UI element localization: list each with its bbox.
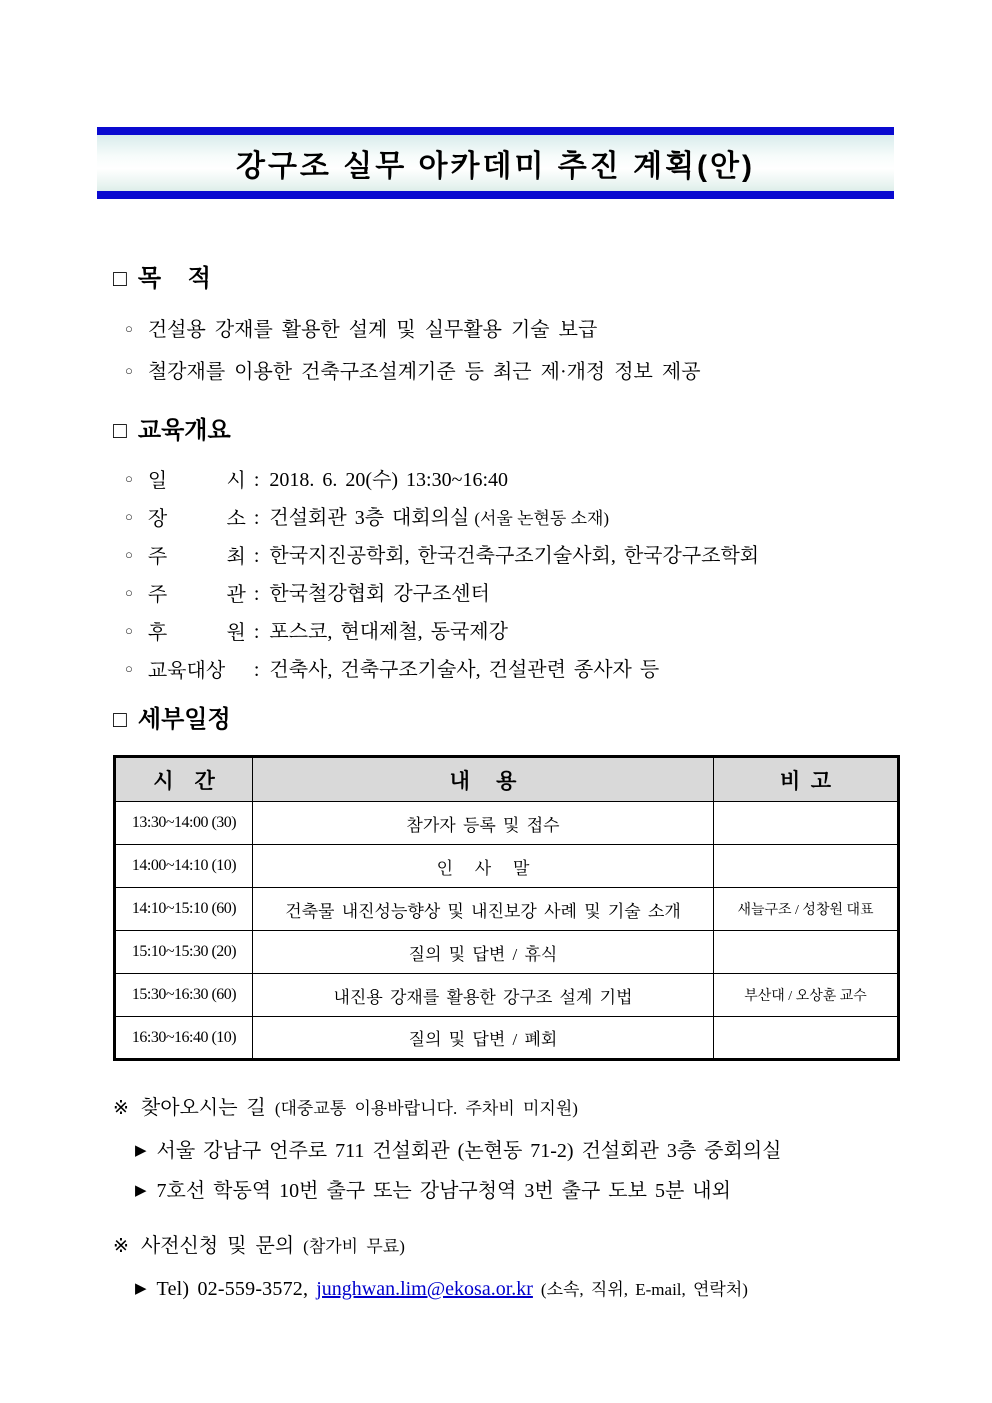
square-bullet-icon: □ xyxy=(113,416,127,443)
cell-time: 15:10~15:30 (20) xyxy=(115,931,253,974)
title-banner xyxy=(97,127,894,199)
purpose-item-text: 철강재를 이용한 건축구조설계기준 등 최근 제·개정 정보 제공 xyxy=(147,361,701,383)
circle-bullet-icon: ○ xyxy=(125,363,133,378)
table-row xyxy=(115,974,899,1017)
directions-item-text: 7호선 학동역 10번 출구 또는 강남구청역 3번 출구 도보 5분 내외 xyxy=(156,1180,731,1202)
purpose-item xyxy=(125,352,701,394)
circle-bullet-icon: ○ xyxy=(125,321,133,336)
column-header-content: 내 용 xyxy=(253,757,714,802)
section-overview xyxy=(113,414,759,690)
telephone-number: Tel) 02-559-3572, xyxy=(156,1278,309,1300)
column-header-note: 비 고 xyxy=(714,757,899,802)
square-bullet-icon: □ xyxy=(113,264,127,291)
purpose-item-text: 건설용 강재를 활용한 설계 및 실무활용 기술 보급 xyxy=(147,319,598,341)
purpose-heading-label: 목 적 xyxy=(137,265,211,292)
circle-bullet-icon: ○ xyxy=(125,471,133,486)
overview-item-value: 2018. 6. 20(수) 13:30~16:40 xyxy=(269,469,508,491)
square-bullet-icon: □ xyxy=(113,705,127,732)
cell-content: 참가자 등록 및 접수 xyxy=(253,802,714,845)
cell-time: 15:30~16:30 (60) xyxy=(115,974,253,1017)
label-separator: : xyxy=(253,469,260,491)
overview-item-label: 장 소 xyxy=(147,508,246,530)
cell-content: 질의 및 답변 / 폐회 xyxy=(253,1017,714,1060)
overview-item-label: 일 시 xyxy=(147,470,246,492)
cell-time: 14:00~14:10 (10) xyxy=(115,845,253,888)
overview-item xyxy=(125,614,759,652)
cell-note xyxy=(714,931,899,974)
overview-heading xyxy=(113,414,759,448)
page-title: 강구조 실무 아카데미 추진 계획(안) xyxy=(235,150,756,183)
registration-heading-label: 사전신청 및 문의 xyxy=(140,1235,295,1257)
overview-item-value: 건축사, 건축구조기술사, 건설관련 종사자 등 xyxy=(269,659,660,681)
directions-item-text: 서울 강남구 언주로 711 건설회관 (논현동 71-2) 건설회관 3층 중회의실 xyxy=(156,1140,782,1162)
circle-bullet-icon: ○ xyxy=(125,661,133,676)
cell-content: 질의 및 답변 / 휴식 xyxy=(253,931,714,974)
directions-item xyxy=(135,1172,781,1212)
schedule-table xyxy=(113,755,900,1061)
overview-item-label: 주 관 xyxy=(147,584,246,606)
purpose-heading xyxy=(113,262,701,296)
registration-list xyxy=(135,1270,748,1310)
directions-heading xyxy=(113,1090,781,1127)
directions-list xyxy=(135,1132,781,1212)
cell-note: 부산대 / 오상훈 교수 xyxy=(714,974,899,1017)
schedule-heading-label: 세부일정 xyxy=(137,706,231,733)
overview-item-label: 주 최 xyxy=(147,546,246,568)
directions-heading-label: 찾아오시는 길 xyxy=(140,1097,266,1119)
reference-mark-icon: ※ xyxy=(113,1236,129,1257)
circle-bullet-icon: ○ xyxy=(125,623,133,638)
table-row xyxy=(115,802,899,845)
overview-item xyxy=(125,462,759,500)
label-separator: : xyxy=(253,583,260,605)
overview-item-label: 후 원 xyxy=(147,622,246,644)
registration-heading xyxy=(113,1228,748,1265)
table-row xyxy=(115,1017,899,1060)
cell-content: 인 사 말 xyxy=(253,845,714,888)
overview-item xyxy=(125,652,759,690)
overview-item-label: 교육대상 xyxy=(147,660,226,682)
cell-content: 건축물 내진성능향상 및 내진보강 사례 및 기술 소개 xyxy=(253,888,714,931)
table-row xyxy=(115,931,899,974)
cell-time: 16:30~16:40 (10) xyxy=(115,1017,253,1060)
registration-heading-note: (참가비 무료) xyxy=(303,1237,405,1256)
cell-content: 내진용 강재를 활용한 강구조 설계 기법 xyxy=(253,974,714,1017)
overview-item-value: 한국철강협회 강구조센터 xyxy=(269,583,490,605)
overview-list xyxy=(125,462,759,690)
schedule-heading xyxy=(113,703,900,737)
overview-item-note: (서울 논현동 소재) xyxy=(474,509,610,528)
label-separator: : xyxy=(253,507,260,529)
overview-item-value: 한국지진공학회, 한국건축구조기술사회, 한국강구조학회 xyxy=(269,545,760,567)
arrow-bullet-icon: ▶ xyxy=(135,1143,147,1159)
overview-item xyxy=(125,538,759,576)
section-registration xyxy=(113,1228,748,1310)
circle-bullet-icon: ○ xyxy=(125,547,133,562)
section-purpose xyxy=(113,262,701,394)
cell-note: 새늘구조 / 성창원 대표 xyxy=(714,888,899,931)
circle-bullet-icon: ○ xyxy=(125,585,133,600)
purpose-item xyxy=(125,310,701,352)
table-header-row xyxy=(115,757,899,802)
circle-bullet-icon: ○ xyxy=(125,509,133,524)
directions-item xyxy=(135,1132,781,1172)
column-header-time: 시 간 xyxy=(115,757,253,802)
purpose-list xyxy=(125,310,701,394)
overview-item-value: 건설회관 3층 대회의실 xyxy=(269,507,470,529)
table-row xyxy=(115,888,899,931)
cell-note xyxy=(714,845,899,888)
label-separator: : xyxy=(253,659,260,681)
table-row xyxy=(115,845,899,888)
section-directions xyxy=(113,1090,781,1212)
cell-time: 14:10~15:10 (60) xyxy=(115,888,253,931)
arrow-bullet-icon: ▶ xyxy=(135,1183,147,1199)
label-separator: : xyxy=(253,545,260,567)
directions-heading-note: (대중교통 이용바랍니다. 주차비 미지원) xyxy=(274,1099,578,1118)
registration-required-info: (소속, 직위, E-mail, 연락처) xyxy=(540,1280,748,1299)
label-separator: : xyxy=(253,621,260,643)
arrow-bullet-icon: ▶ xyxy=(135,1281,147,1297)
overview-item-value: 포스코, 현대제철, 동국제강 xyxy=(269,621,508,643)
cell-time: 13:30~14:00 (30) xyxy=(115,802,253,845)
registration-contact-line xyxy=(135,1270,748,1310)
cell-note xyxy=(714,802,899,845)
email-link[interactable]: junghwan.lim@ekosa.or.kr xyxy=(316,1278,533,1300)
reference-mark-icon: ※ xyxy=(113,1098,129,1119)
overview-heading-label: 교육개요 xyxy=(137,417,231,444)
section-schedule xyxy=(113,703,900,1061)
cell-note xyxy=(714,1017,899,1060)
overview-item xyxy=(125,500,759,538)
overview-item xyxy=(125,576,759,614)
